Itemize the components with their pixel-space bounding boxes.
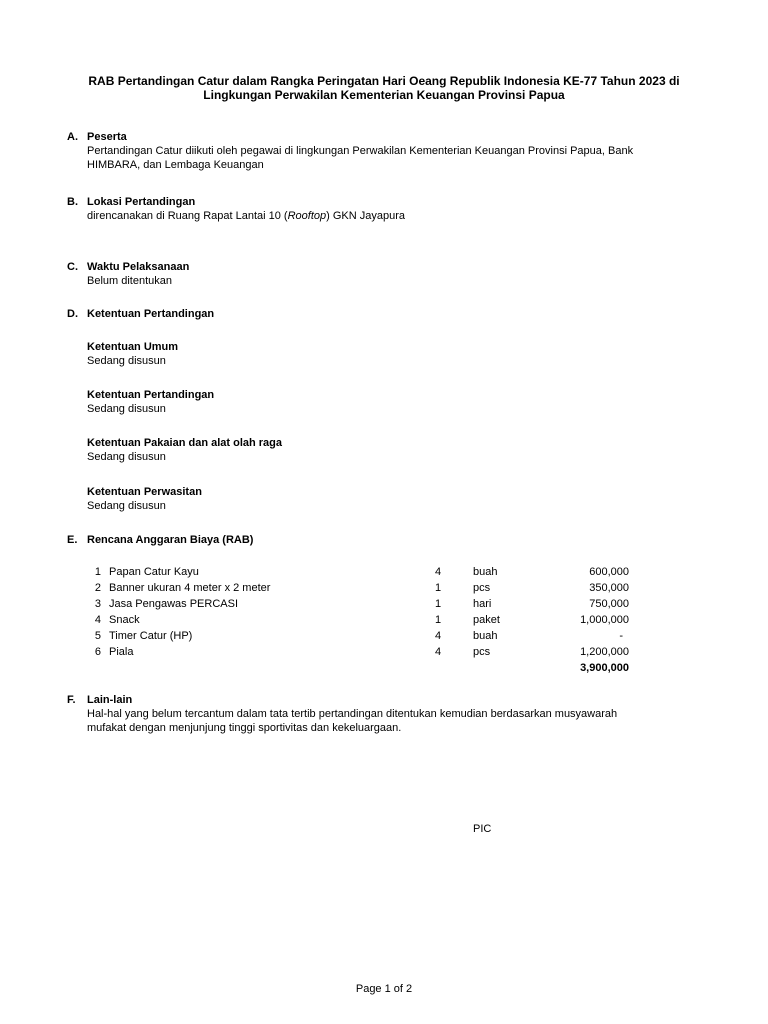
subsection-title: Ketentuan Umum	[87, 341, 179, 353]
section-rab	[67, 533, 707, 547]
row-item: Piala	[109, 646, 134, 658]
page-number: Page 1 of 2	[355, 983, 413, 995]
subsection-text: Sedang disusun	[87, 500, 166, 512]
subsection-ketentuan-pertandingan	[87, 388, 707, 416]
section-body	[87, 707, 707, 735]
row-amount: 350,000	[589, 582, 629, 594]
subsection-ketentuan-umum	[87, 340, 707, 368]
row-number: 2	[94, 582, 101, 594]
rab-table	[87, 564, 647, 676]
row-quantity: 1	[435, 598, 442, 610]
row-number: 3	[94, 598, 101, 610]
row-amount: 1,200,000	[580, 646, 629, 658]
section-ketentuan	[67, 307, 707, 321]
subsection-text: Sedang disusun	[87, 355, 166, 367]
row-item: Timer Catur (HP)	[109, 630, 193, 642]
subsection-title: Ketentuan Pakaian dan alat olah raga	[87, 437, 283, 449]
section-text-line: mufakat dengan menjunjung tinggi sportivitas dan kekeluargaan.	[87, 722, 402, 734]
row-quantity: 4	[435, 630, 442, 642]
section-title: Lokasi Pertandingan	[87, 196, 196, 208]
row-unit: paket	[473, 614, 500, 626]
table-row	[87, 596, 647, 612]
row-number: 1	[94, 566, 101, 578]
row-quantity: 4	[435, 566, 442, 578]
row-amount: 1,000,000	[580, 614, 629, 626]
section-title: Rencana Anggaran Biaya (RAB)	[87, 534, 254, 546]
row-unit: pcs	[473, 582, 491, 594]
subsection-text: Sedang disusun	[87, 451, 166, 463]
section-heading	[67, 260, 707, 274]
signature-label: PIC	[473, 823, 492, 835]
location-text-start: direncanakan di Ruang Rapat Lantai 10 (	[87, 210, 288, 222]
section-lain-lain	[67, 693, 707, 735]
subsection-text: Sedang disusun	[87, 403, 166, 415]
section-peserta	[67, 130, 707, 172]
section-text-line: Pertandingan Catur diikuti oleh pegawai di lingkungan Perwakilan Kementerian Keuangan Provinsi Papua, Bank	[87, 145, 634, 157]
subsection-ketentuan-perwasitan	[87, 485, 707, 513]
document-title-line-2: Lingkungan Perwakilan Kementerian Keuangan Provinsi Papua	[203, 88, 565, 102]
document-title	[40, 74, 728, 102]
table-row	[87, 564, 647, 580]
section-letter: E.	[67, 534, 78, 546]
section-heading	[67, 533, 707, 547]
row-item: Banner ukuran 4 meter x 2 meter	[109, 582, 271, 594]
row-amount: -	[619, 630, 623, 642]
row-unit: buah	[473, 630, 498, 642]
row-item: Papan Catur Kayu	[109, 566, 199, 578]
section-lokasi	[67, 195, 707, 223]
section-title: Peserta	[87, 131, 127, 143]
section-body: Belum ditentukan	[87, 275, 172, 287]
table-row	[87, 644, 647, 660]
section-text-line: HIMBARA, dan Lembaga Keuangan	[87, 159, 264, 171]
row-quantity: 1	[435, 582, 442, 594]
table-row	[87, 628, 647, 644]
subsection-ketentuan-pakaian	[87, 436, 707, 464]
document-title-line-1: RAB Pertandingan Catur dalam Rangka Peringatan Hari Oeang Republik Indonesia KE-77 Tahun 2023 di	[88, 74, 680, 88]
section-waktu	[67, 260, 707, 288]
row-quantity: 1	[435, 614, 442, 626]
row-quantity: 4	[435, 646, 442, 658]
total-amount: 3,900,000	[580, 662, 629, 674]
section-heading	[67, 307, 707, 321]
section-body	[87, 144, 707, 172]
section-title: Ketentuan Pertandingan	[87, 308, 215, 320]
section-title: Lain-lain	[87, 694, 133, 706]
location-text-italic: Rooftop	[287, 210, 327, 222]
row-unit: pcs	[473, 646, 491, 658]
row-amount: 600,000	[589, 566, 629, 578]
row-number: 5	[94, 630, 101, 642]
row-number: 6	[94, 646, 101, 658]
location-text-end: ) GKN Jayapura	[326, 210, 405, 222]
table-total-row	[87, 660, 647, 676]
section-title: Waktu Pelaksanaan	[87, 261, 190, 273]
row-unit: hari	[473, 598, 492, 610]
row-amount: 750,000	[589, 598, 629, 610]
row-unit: buah	[473, 566, 498, 578]
section-letter: C.	[67, 261, 78, 273]
section-heading	[67, 693, 707, 707]
section-letter: B.	[67, 196, 78, 208]
row-item: Jasa Pengawas PERCASI	[109, 598, 239, 610]
row-number: 4	[94, 614, 101, 626]
table-row	[87, 580, 647, 596]
section-body	[87, 209, 707, 223]
section-letter: D.	[67, 308, 78, 320]
section-heading	[67, 130, 707, 144]
section-text-line: Hal-hal yang belum tercantum dalam tata tertib pertandingan ditentukan kemudian berdasarkan musyawarah	[87, 708, 618, 720]
section-letter: F.	[67, 694, 76, 706]
table-row	[87, 612, 647, 628]
subsection-title: Ketentuan Pertandingan	[87, 389, 215, 401]
row-item: Snack	[109, 614, 140, 626]
section-letter: A.	[67, 131, 78, 143]
subsection-title: Ketentuan Perwasitan	[87, 486, 202, 498]
section-heading	[67, 195, 707, 209]
